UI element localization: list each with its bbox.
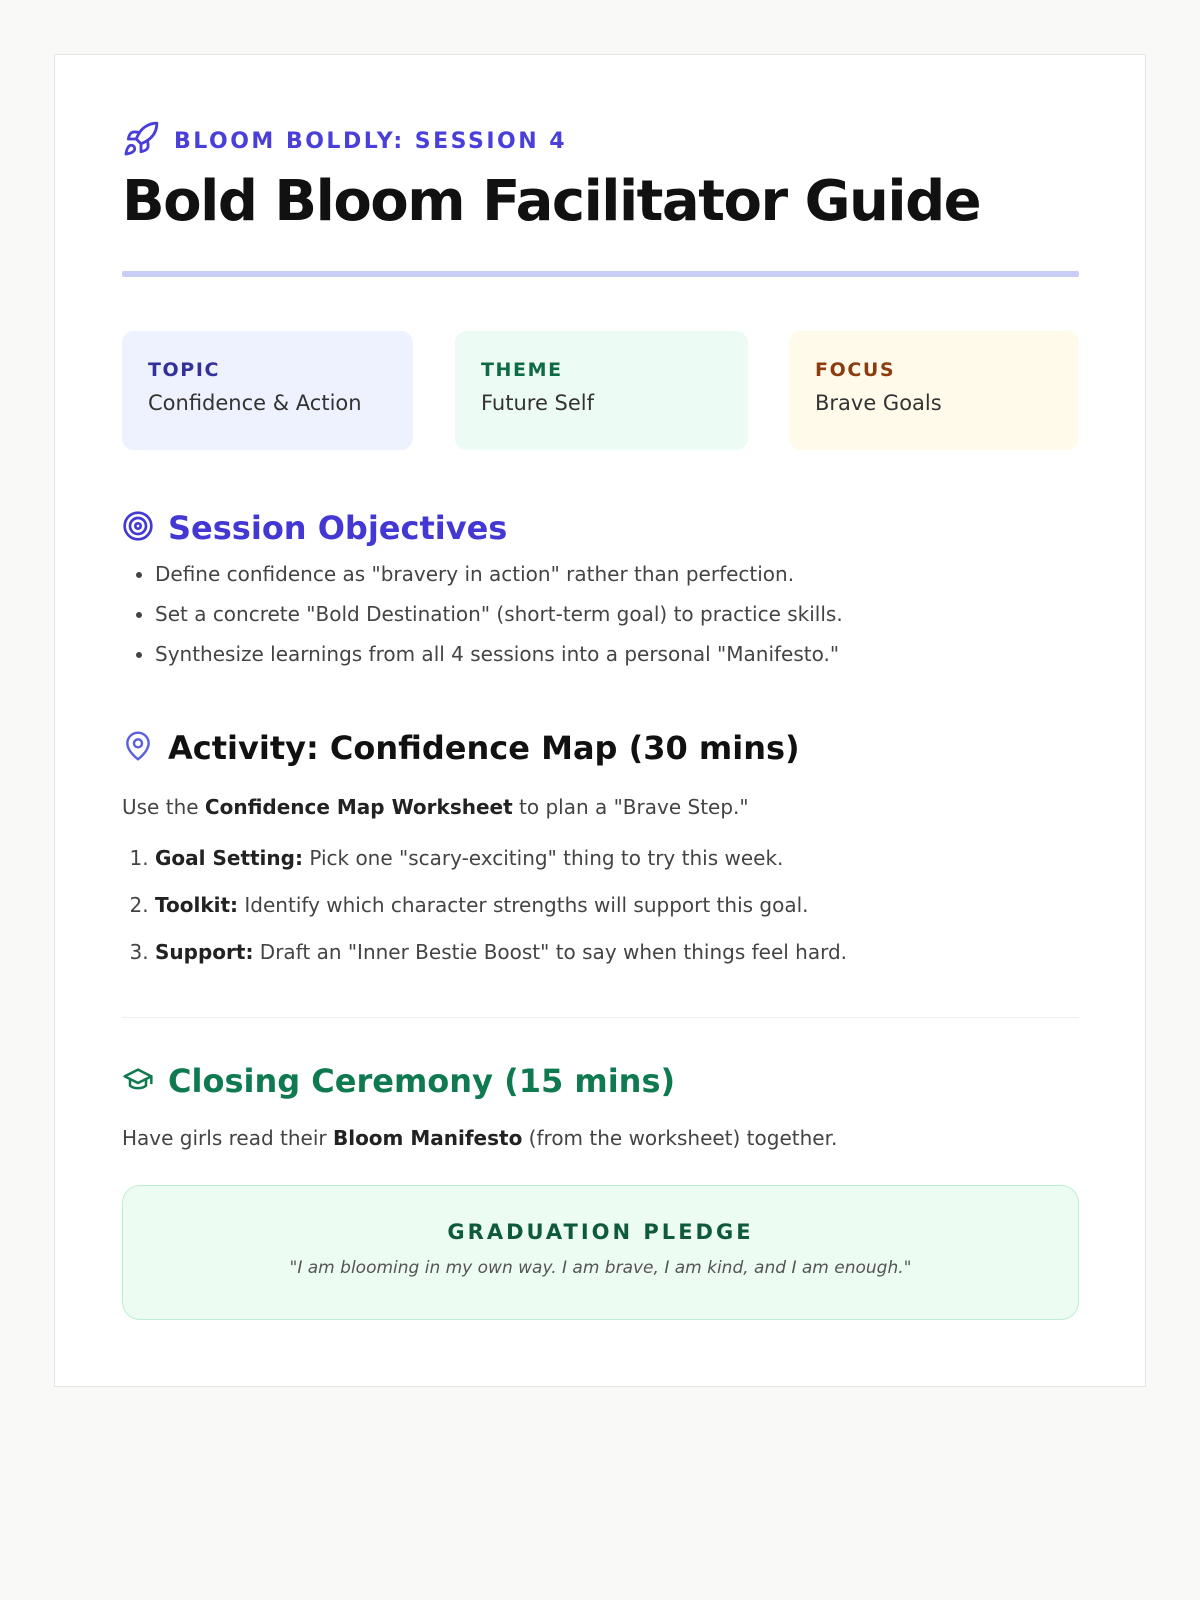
page-title: Bold Bloom Facilitator Guide: [122, 169, 981, 234]
step-label: Support:: [155, 940, 254, 964]
list-item: [155, 929, 1075, 976]
section-divider: [122, 1017, 1079, 1018]
closing-intro-tail: (from the worksheet) together.: [522, 1126, 838, 1150]
target-icon: [122, 510, 154, 546]
topic-label: TOPIC: [148, 359, 221, 381]
info-cards: [122, 331, 1079, 450]
activity-title: Activity: Confidence Map (30 mins): [168, 729, 800, 767]
activity-intro-text: Use the: [122, 795, 205, 819]
list-item: • Set a concrete "Bold Destination" (short-term goal) to practice skills.: [155, 594, 1075, 634]
step-label: Goal Setting:: [155, 846, 303, 870]
focus-label: FOCUS: [815, 359, 896, 381]
closing-intro-text: Have girls read their: [122, 1126, 333, 1150]
guide-page: [54, 54, 1146, 1387]
list-item: [155, 882, 1075, 929]
activity-intro: [122, 795, 749, 819]
focus-card: [789, 331, 1079, 450]
title-divider: [122, 271, 1079, 277]
pledge-title: GRADUATION PLEDGE: [447, 1220, 754, 1244]
list-item: • Define confidence as "bravery in action" rather than perfection.: [155, 554, 1075, 594]
rocket-icon: [122, 120, 160, 162]
topic-value: Confidence & Action: [148, 391, 362, 415]
activity-intro-tail: to plan a "Brave Step.": [512, 795, 749, 819]
session-eyebrow: BLOOM BOLDLY: SESSION 4: [174, 128, 568, 154]
worksheet-name: Confidence Map Worksheet: [204, 795, 513, 819]
list-item: • Synthesize learnings from all 4 sessions into a personal "Manifesto.": [155, 634, 1075, 674]
closing-title: Closing Ceremony (15 mins): [168, 1062, 676, 1100]
topic-card: [122, 331, 413, 450]
theme-value: Future Self: [481, 391, 595, 415]
map-pin-icon: [122, 730, 154, 766]
step-text: Pick one "scary-exciting" thing to try this week.: [302, 846, 784, 870]
objectives-title: Session Objectives: [168, 509, 508, 547]
focus-value: Brave Goals: [815, 391, 942, 415]
eyebrow: [122, 125, 567, 157]
graduation-cap-icon: [122, 1063, 154, 1099]
closing-heading: [122, 1061, 675, 1101]
theme-label: THEME: [481, 359, 563, 381]
graduation-pledge-box: [122, 1185, 1079, 1320]
manifesto-name: Bloom Manifesto: [332, 1126, 523, 1150]
theme-card: [455, 331, 748, 450]
pledge-quote: "I am blooming in my own way. I am brave, I am kind, and I am enough.": [289, 1258, 912, 1278]
objectives-list: [122, 554, 1075, 674]
closing-intro: [122, 1126, 837, 1150]
activity-heading: [122, 728, 800, 768]
objectives-heading: [122, 508, 507, 548]
step-label: Toolkit:: [155, 893, 239, 917]
step-text: Draft an "Inner Bestie Boost" to say when things feel hard.: [253, 940, 848, 964]
activity-steps: [122, 835, 1075, 976]
list-item: [155, 835, 1075, 882]
step-text: Identify which character strengths will support this goal.: [238, 893, 809, 917]
